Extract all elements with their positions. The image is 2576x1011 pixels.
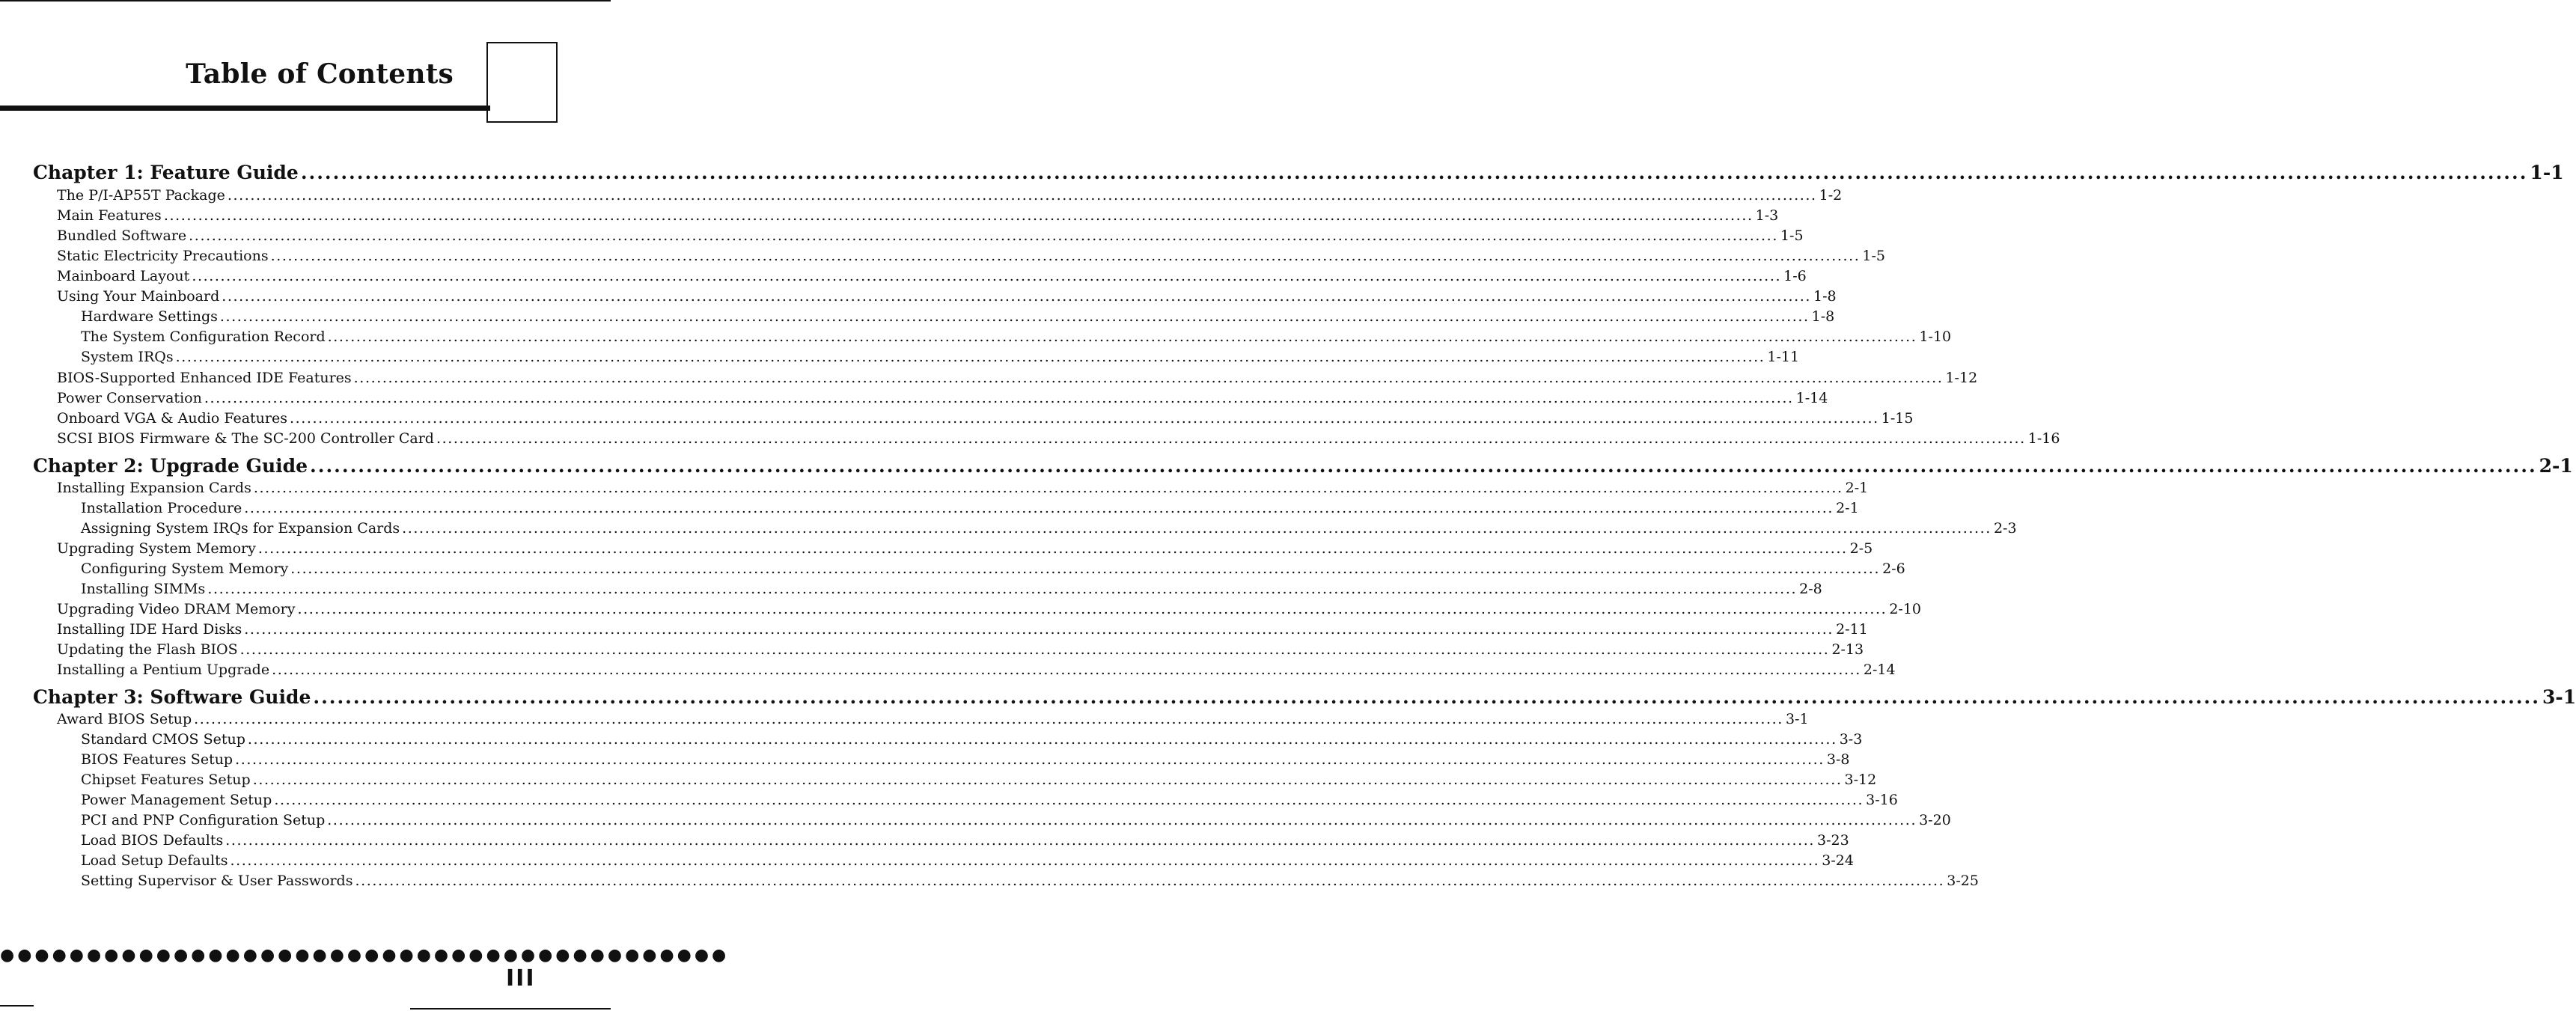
toc-page-number: 2-8 [1799,581,1822,597]
toc-page-number: 1-1 [2530,162,2564,183]
toc-page-number: 1-15 [1881,410,1914,427]
dotted-divider: ●●●●●●●●●●●●●●●●●●●●●●●●●●●●●●●●●●●●●●●●●● [0,946,730,965]
dot-leader [220,308,1810,325]
toc-entry-label: Award BIOS Setup [57,711,192,727]
toc-entry-label: Upgrading System Memory [57,540,256,557]
dot-leader [207,581,1797,597]
toc-entry-label: Installing a Pentium Upgrade [57,662,270,678]
toc-entry-label: Standard CMOS Setup [81,731,245,748]
dot-leader [164,207,1754,224]
toc-subentry[interactable] [81,308,1835,325]
bottom-rule [0,1005,34,1007]
toc-entry-label: Using Your Mainboard [57,288,220,305]
toc-page-number: 3-1 [2542,686,2576,708]
toc-page-number: 3-12 [1844,772,1877,788]
dot-leader [402,520,1991,537]
toc-entry-label: System IRQs [81,349,174,365]
toc-entry-label: Main Features [57,207,162,224]
toc-entry-label: Configuring System Memory [81,561,289,577]
dot-leader [253,772,1843,788]
toc-page-number: 1-8 [1811,308,1835,325]
toc-entry[interactable] [57,662,1896,678]
toc-entry[interactable] [57,248,1885,264]
dot-leader [189,227,1778,244]
toc-page-number: 1-14 [1795,390,1828,406]
toc-entry-label: Power Conservation [57,390,202,406]
toc-subentry[interactable] [81,520,2017,537]
toc-entry[interactable] [57,207,1779,224]
title-rule [0,106,490,111]
toc-page-number: 2-5 [1849,540,1873,557]
toc-entry[interactable] [57,711,1809,727]
toc-entry[interactable] [57,641,1864,658]
toc-page-number: 2-13 [1831,641,1864,658]
toc-page-number: 1-10 [1919,329,1952,345]
toc-chapter-label: Chapter 2: Upgrade Guide [33,455,308,477]
toc-entry-label: BIOS Features Setup [81,751,234,768]
toc-page-number: 3-25 [1947,873,1979,889]
dot-leader [436,430,2026,447]
toc-subentry[interactable] [81,873,1979,889]
toc-subentry[interactable] [81,832,1849,849]
toc-entry[interactable] [57,227,1804,244]
toc-entry-label: SCSI BIOS Firmware & The SC-200 Controller Card [57,430,434,447]
toc-entry[interactable] [57,390,1828,406]
toc-entry[interactable] [57,187,1843,204]
toc-chapter-1[interactable] [33,162,2564,183]
dot-leader [313,686,2540,708]
dot-leader [204,390,1794,406]
dot-leader [310,455,2537,477]
dot-leader [290,561,1880,577]
dot-leader [258,540,1848,557]
toc-page-number: 1-8 [1813,288,1837,305]
toc-entry[interactable] [57,430,2060,447]
toc-page-number: 1-2 [1819,187,1843,204]
toc-entry[interactable] [57,268,1807,284]
toc-subentry[interactable] [81,852,1854,869]
dot-leader [355,873,1944,889]
toc-page-number: 1-12 [1945,370,1978,386]
dot-leader [230,852,1819,869]
dot-leader [301,162,2528,183]
toc-entry-label: The System Configuration Record [81,329,326,345]
dot-leader [271,248,1861,264]
dot-leader [240,641,1830,658]
toc-entry[interactable] [57,370,1978,386]
dot-leader [225,832,1815,849]
toc-entry-label: Upgrading Video DRAM Memory [57,601,296,617]
toc-subentry[interactable] [81,329,1952,345]
toc-entry-label: Chipset Features Setup [81,772,251,788]
toc-page-number: 2-10 [1889,601,1921,617]
toc-page-number: 2-3 [1993,520,2017,537]
toc-entry-label: Installing SIMMs [81,581,206,597]
toc-subentry[interactable] [81,349,1800,365]
toc-subentry[interactable] [81,731,1863,748]
dot-leader [248,731,1837,748]
toc-entry-label: BIOS-Supported Enhanced IDE Features [57,370,352,386]
dot-leader [274,792,1864,808]
page-number: III [506,965,536,992]
toc-page-number: 1-5 [1780,227,1804,244]
toc-page-number: 3-23 [1817,832,1849,849]
toc-subentry[interactable] [81,772,1877,788]
toc-subentry[interactable] [81,500,1859,516]
toc-entry[interactable] [57,288,1837,305]
toc-page-number: 2-1 [2539,455,2573,477]
dot-leader [290,410,1879,427]
toc-page-number: 3-3 [1839,731,1863,748]
toc-page-number: 2-11 [1836,621,1868,638]
toc-entry-label: Assigning System IRQs for Expansion Cards [81,520,400,537]
toc-entry-label: Bundled Software [57,227,187,244]
toc-page-number: 2-1 [1845,480,1869,496]
dot-leader [244,500,1834,516]
page-title: Table of Contents [186,58,454,90]
toc-page-number: 1-6 [1783,268,1807,284]
toc-entry-label: Updating the Flash BIOS [57,641,238,658]
toc-page-number: 2-14 [1863,662,1896,678]
toc-entry-label: Load BIOS Defaults [81,832,224,849]
toc-page-number: 1-5 [1862,248,1885,264]
dot-leader [298,601,1887,617]
toc-entry-label: Setting Supervisor & User Passwords [81,873,353,889]
toc-page-number: 3-1 [1785,711,1809,727]
toc-page-number: 1-16 [2027,430,2060,447]
toc-page-number: 1-3 [1755,207,1779,224]
toc-subentry[interactable] [81,751,1850,768]
toc-subentry[interactable] [81,792,1898,808]
toc-entry[interactable] [57,480,1869,496]
toc-entry[interactable] [57,621,1868,638]
toc-subentry[interactable] [81,581,1822,597]
toc-entry-label: Onboard VGA & Audio Features [57,410,287,427]
toc-entry-label: Load Setup Defaults [81,852,228,869]
toc-page-number: 1-11 [1767,349,1800,365]
toc-entry-label: Installing IDE Hard Disks [57,621,242,638]
toc-chapter-2[interactable] [33,455,2573,477]
toc-entry-label: The P/I-AP55T Package [57,187,225,204]
toc-page-number: 3-8 [1826,751,1850,768]
dot-leader [354,370,1944,386]
dot-leader [222,288,1811,305]
dot-leader [176,349,1765,365]
dot-leader [235,751,1825,768]
toc-page-number: 3-24 [1822,852,1854,869]
dot-leader [192,268,1781,284]
toc-page-number: 2-6 [1882,561,1905,577]
dot-leader [194,711,1783,727]
dot-leader [272,662,1861,678]
dot-leader [254,480,1843,496]
toc-entry-label: Hardware Settings [81,308,218,325]
toc-chapter-3[interactable] [33,686,2576,708]
toc-subentry[interactable] [81,812,1951,828]
dot-leader [228,187,1817,204]
toc-subentry[interactable] [81,561,1905,577]
toc-entry-label: Installation Procedure [81,500,242,516]
title-box [486,42,558,123]
toc-entry-label: Power Management Setup [81,792,272,808]
toc-entry-label: Static Electricity Precautions [57,248,269,264]
toc-chapter-label: Chapter 3: Software Guide [33,686,311,708]
toc-entry-label: Mainboard Layout [57,268,190,284]
toc-page-number: 3-20 [1919,812,1951,828]
dot-leader [328,329,1917,345]
toc-entry-label: PCI and PNP Configuration Setup [81,812,326,828]
bottom-rule [410,1008,611,1010]
dot-leader [327,812,1917,828]
toc-entry[interactable] [57,410,1914,427]
toc-entry[interactable] [57,601,1921,617]
toc-entry-label: Installing Expansion Cards [57,480,251,496]
toc-page-number: 3-16 [1866,792,1898,808]
top-rule [0,0,611,1]
toc-page-number: 2-1 [1836,500,1859,516]
dot-leader [244,621,1834,638]
toc-chapter-label: Chapter 1: Feature Guide [33,162,299,183]
toc-entry[interactable] [57,540,1873,557]
